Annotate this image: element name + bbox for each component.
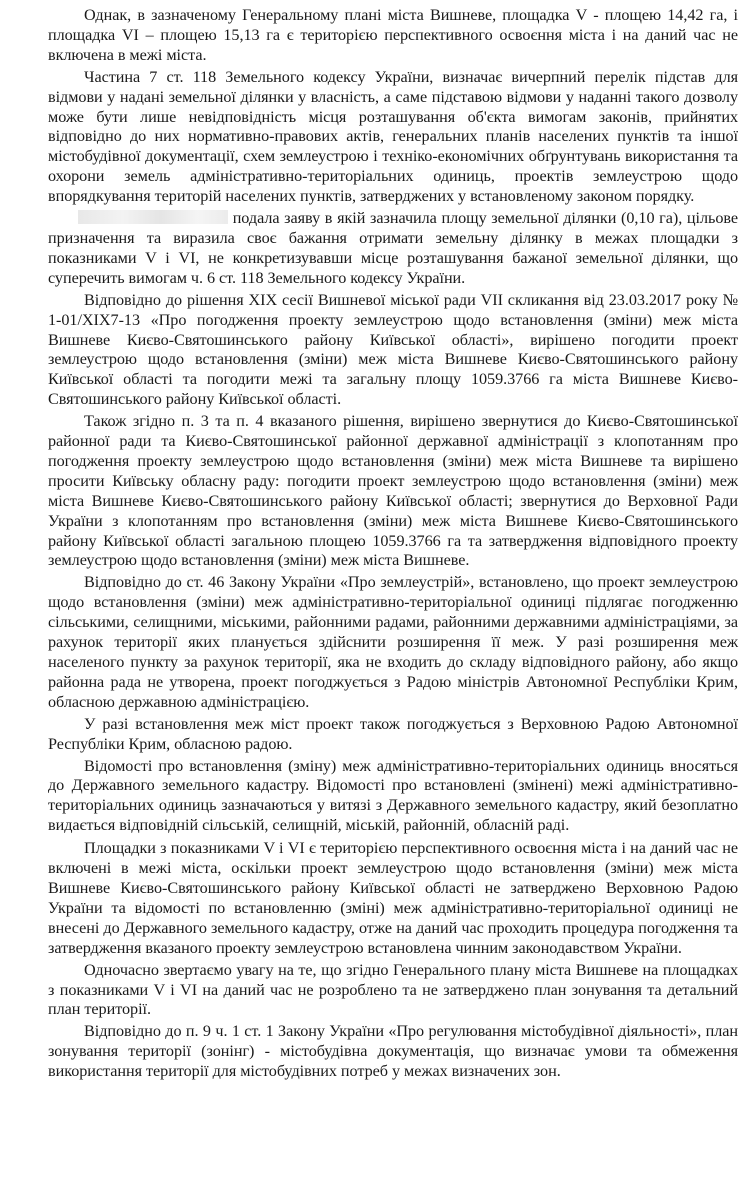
paragraph-land-management-law: Відповідно до ст. 46 Закону України «Про землеустрій», встановлено, що проект землеустрою щодо встановлення (зміни) меж адміністративно-територіальної одиниці підлягає погодженню сільськими, селищними, міськими, районними радами, районними державними адміністраціями, за рахунок території яких планується здійснити розширення її меж. У разі розширення меж населеного пункту за рахунок території, яка не входить до складу відповідного району, або якщо районна рада не утворена, проект погоджується з Радою міністрів Автономної Республіки Крим, обласною державною адміністрацією. [48,573,738,711]
paragraph-session-decision: Відповідно до рішення XIX сесії Вишневої міської ради VII скликання від 23.03.2017 року № 1-01/XIX7-13 «Про погодження проекту землеустрою щодо встановлення (зміни) меж міста Вишневе Києво-Святошинського району Київської області», вирішено погодити проект землеустрою щодо встановлення (зміни) меж міста Вишневе Києво-Святошинського району Київської області та погодити межі та загальну площу 1059.3766 га міста Вишневе Києво-Святошинського району Київської області. [48,290,738,409]
paragraph-decision-items: Також згідно п. 3 та п. 4 вказаного рішення, вирішено звернутися до Києво-Святошинської районної ради та Києво-Святошинської районної державної адміністрації з клопотанням про погодження проекту землеустрою щодо встановлення (зміни) меж міста Вишневе та вирішено просити Київську обласну раду: погодити проект землеустрою щодо встановлення (зміни) меж міста Вишневе Києво-Святошинського району Київської області; звернутися до Верховної Ради України з клопотанням про встановлення (зміни) меж міста Вишневе Києво-Святошинського району Київської області загальною площею 1059.3766 га та затвердження відповідного проекту землеустрою щодо встановлення (зміни) меж міста Вишневе. [48,412,738,570]
document-page [48,6,738,1084]
paragraph-sites-status: Площадки з показниками V і VI є територією перспективного освоєння міста і на даний час не включені в межі міста, оскільки проект землеустрою щодо встановлення (зміни) меж міста Вишневе Києво-Святошинського району Київської області не затверджено Верховною Радою України та відомості по встановленню (зміні) меж адміністративно-територіальної одиниці не внесені до Державного земельного кадастру, отже на даний час проходить процедура погодження та затвердження вказаного проекту землеустрою встановлена чинним законодавством України. [48,839,738,957]
paragraph-cadastre-info: Відомості про встановлення (зміну) меж адміністративно-територіальних одиниць вносяться до Державного земельного кадастру. Відомості про встановлені (змінені) межі адміністративно-територіальних одиниць зазначаються у витязі з Державного земельного кадастру, який безоплатно видається відповідній сільській, селищній, міській, районній, обласній раді. [48,756,738,835]
paragraph-applicant-request-text: подала заяву в якій зазначила площу земельної ділянки (0,10 га), цільове призначення та виразила своє бажання отримати земельну ділянку в межах площадки з показниками V і VI, не конкретизувавши місце розташування бажаної земельної ділянки, що суперечить вимогам ч. 6 ст. 118 Земельного кодексу України. [48,209,738,287]
redacted-name [78,210,228,224]
paragraph-zoning-notice: Одночасно звертаємо увагу на те, що згідно Генерального плану міста Вишневе на площадках з показниками V і VI на даний час не розроблено та не затверджено план зонування та детальний план території. [48,960,738,1019]
paragraph-urban-planning-law: Відповідно до п. 9 ч. 1 ст. 1 Закону України «Про регулювання містобудівної діяльності», план зонування території (зонінг) - містобудівна документація, що визначає умови та обмеження використання території для містобудівних потреб у межах визначених зон. [48,1022,738,1081]
paragraph-city-boundaries: У разі встановлення меж міст проект також погоджується з Верховною Радою Автономної Республіки Крим, обласною радою. [48,714,738,753]
paragraph-land-code-118: Частина 7 ст. 118 Земельного кодексу України, визначає вичерпний перелік підстав для відмови у надані земельної ділянки у власність, а саме підставою відмови у наданні такого дозволу може бути лише невідповідність місця розташування об'єкта вимогам законів, прийнятих відповідно до них нормативно-правових актів, генеральних планів населених пунктів та іншої містобудівної документації, схем землеустрою і техніко-економічних обґрунтувань використання та охорони земель адміністративно-територіальних одиниць, проектів землеустрою щодо впорядкування територій населених пунктів, затверджених у встановленому законом порядку. [48,67,738,206]
paragraph-general-plan-sites: Однак, в зазначеному Генеральному плані міста Вишневе, площадка V - площею 14,42 га, і площадка VI – площею 15,13 га є територією перспективного освоєння міста і на даний час не включена в межі міста. [48,6,738,64]
paragraph-applicant-request [48,209,738,289]
